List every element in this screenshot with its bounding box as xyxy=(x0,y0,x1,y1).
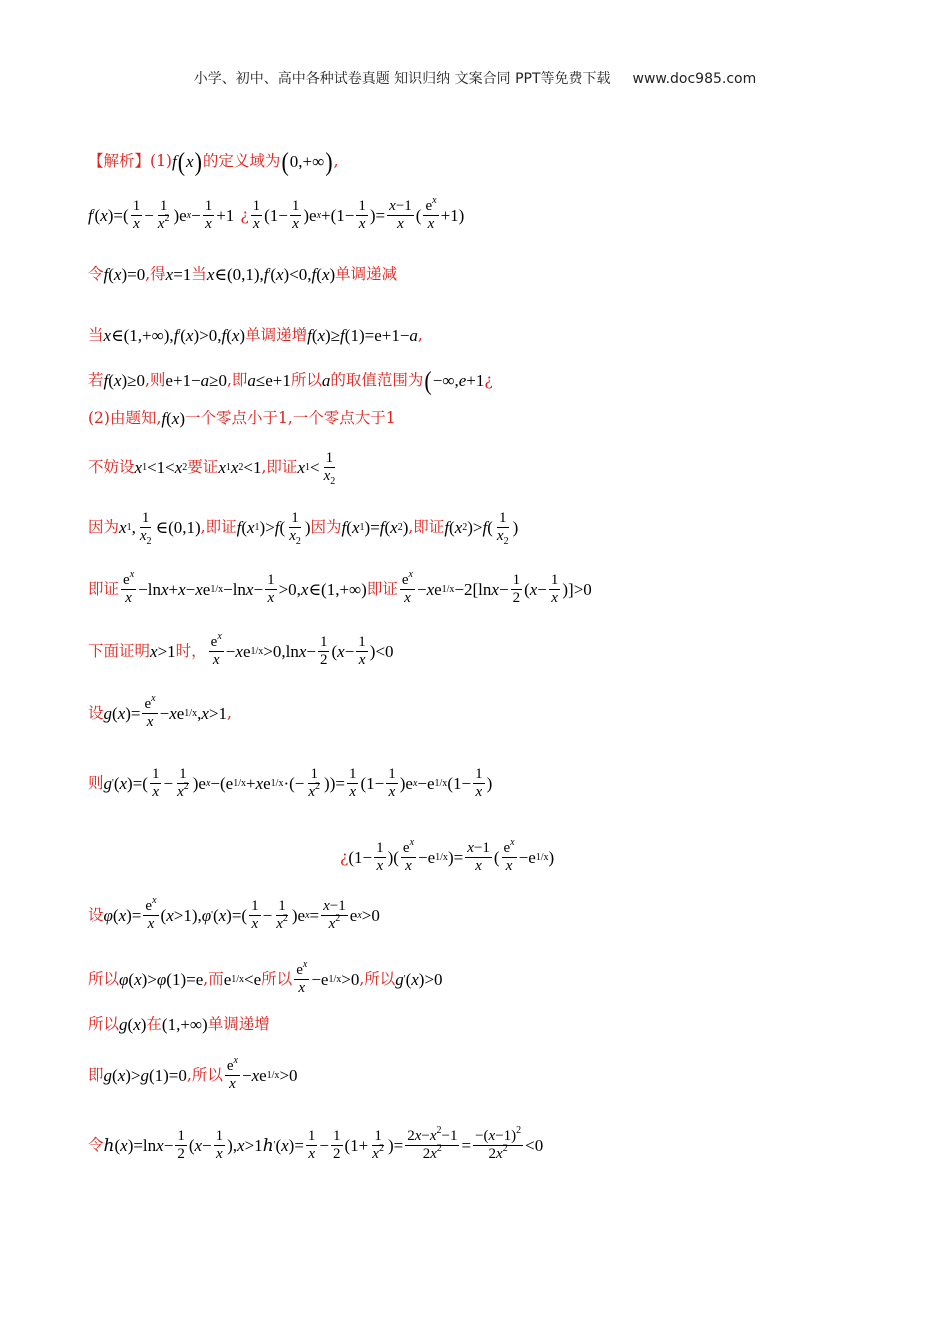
text-suoyi-3: 所以 xyxy=(261,970,293,988)
text-ji-2: 即 xyxy=(88,1066,104,1084)
text-jizheng-3: ,即证 xyxy=(408,518,445,536)
line-7: 不妨设 x 1 <1< x 2 要证 x 1 x 2 <1 ,即证 x 1 < $\frac{1}{x_2}$ xyxy=(88,450,336,488)
line-2: f ' ( x )=( $\frac{1}{x}$ − $\frac{1}{x^2}$ )e x − $\frac{1}{x}$ +1 ¿ $\frac{1}{x}$ (1− $\frac{1}{x}$ )e x +(1− $\frac{1}{x}$ )= $\frac{x-1}{x}$ ( $\frac{e^x}{x}$ +1) xyxy=(88,195,465,233)
text-zai: 在 xyxy=(146,1014,162,1033)
text-increasing: 单调递增 xyxy=(245,325,308,344)
line-11: 设 g ( x )= $\frac{e^x}{x}$ − x e 1/x , x >1 , xyxy=(88,693,232,731)
header-text: 小学、初中、高中各种试卷真题 知识归纳 文案合同 PPT等免费下载 xyxy=(193,71,611,87)
text-yaozheng: 要证 xyxy=(187,458,219,476)
line-12: 则 g ' ( x )=( $\frac{1}{x}$ − $\frac{1}{x^2}$ )e x −(e 1/x + x e 1/x ·(− $\frac{1}{x^2}$ ))= $\frac{1}{x}$ (1− $\frac{1}{x}$ )e x −e 1/x (1− $\frac{1}{x}$ ) xyxy=(88,766,493,801)
line-18: 令 ℎ ( x )=ln x − $\frac{1}{2}$ ( x − $\frac{1}{x}$ ), x >1 ℎ ' ( x )= $\frac{1}{x}$ − $\frac{1}{2}$ (1+ $\frac{1}{x^2}$ )= $\frac{2x-x^2-1}{2x^2}$ = $\frac{-(x-1)^2}{2x^2}$ <0 xyxy=(88,1125,544,1163)
line-8: 因为 x 1 , $\frac{1}{x_2}$ ∈(0,1) ,即证 f ( x 1 )> f ( $\frac{1}{x_2}$ ) 因为 f ( x 1 )= f ( x 2 ) ,即证 f ( x 2 )> f ( $\frac{1}{x_2}$ ) xyxy=(88,510,519,548)
header-site: www.doc985.com xyxy=(632,71,757,87)
text-xiamian: 下面证明 xyxy=(88,642,151,660)
text-jizheng: ,即证 xyxy=(261,458,298,476)
text-ze: ,则 xyxy=(144,371,166,390)
line-13: ¿ (1− $\frac{1}{x}$ )( $\frac{e^x}{x}$ −e 1/x )= $\frac{x-1}{x}$ ( $\frac{e^x}{x}$ −e 1/x ) xyxy=(340,837,555,875)
text-suoyi-4: ,所以 xyxy=(359,970,396,988)
text-range: 的取值范围为 xyxy=(330,371,424,390)
text-ling: 令 xyxy=(88,264,104,283)
text-yinwei-2: 因为 xyxy=(310,518,342,536)
text-de: ,得 xyxy=(145,264,166,283)
line-5: 若 f ( x )≥0 ,则 e+1− a ≥0 ,即 a ≤e+1 所以 a 的取值范围为 ( −∞, e +1 ¿ xyxy=(88,365,493,396)
label-jiexi: 【解析】 xyxy=(88,152,151,171)
page-header xyxy=(0,68,950,88)
part-1-label: (1) xyxy=(150,152,172,171)
text-suoyi: 所以 xyxy=(290,371,322,390)
text-jizheng-5: 即证 xyxy=(366,580,398,598)
text-er: ,而 xyxy=(203,970,224,988)
text-dang-2: 当 xyxy=(88,325,104,344)
text-suoyi-6: ,所以 xyxy=(186,1066,223,1084)
line-9: 即证 $\frac{e^x}{x}$ −ln x + x − x e 1/x −ln x − $\frac{1}{x}$ >0, x ∈(1,+∞) 即证 $\frac{e^x}{x}$ − x e 1/x −2[ln x − $\frac{1}{2}$ ( x − $\frac{1}{x}$ )]>0 xyxy=(88,569,592,607)
text-ling-2: 令 xyxy=(88,1136,104,1154)
part-2-label: (2)由题知, xyxy=(88,408,162,427)
text-suoyi-5: 所以 xyxy=(88,1014,120,1033)
text-suoyi-2: 所以 xyxy=(88,970,120,988)
line-16: 所以 g ( x ) 在 (1,+∞) 单调递增 xyxy=(88,1014,270,1034)
line-3: 令 f ( x )=0 ,得 x =1 当 x ∈(0,1), f ' ( x )<0, f ( x ) 单调递减 xyxy=(88,264,398,284)
line-6: (2)由题知, f ( x ) 一个零点小于1,一个零点大于1 xyxy=(88,408,396,428)
text-decreasing: 单调递减 xyxy=(335,264,398,283)
line-10: 下面证明 x >1 时， $\frac{e^x}{x}$ − x e 1/x >0,ln x − $\frac{1}{2}$ ( x − $\frac{1}{x}$ )<0 xyxy=(88,631,394,669)
text-bufang: 不妨设 xyxy=(88,458,135,476)
domain-text: 的定义域为 xyxy=(202,152,281,171)
line-14: 设 φ ( x )= $\frac{e^x}{x}$ ( x >1), φ ' ( x )=( $\frac{1}{x}$ − $\frac{1}{x^2}$ )e x = $\frac{x-1}{x^2}$ e x >0 xyxy=(88,895,380,933)
text-shi: 时， xyxy=(175,642,207,660)
text-dang: 当 xyxy=(191,264,207,283)
text-she-2: 设 xyxy=(88,906,104,924)
text-increasing-2: 单调递增 xyxy=(207,1014,270,1033)
text-jizheng-2: ,即证 xyxy=(200,518,237,536)
text-yinwei: 因为 xyxy=(88,518,120,536)
text-ze-2: 则 xyxy=(88,774,104,792)
line-15: 所以 φ ( x )> φ (1)=e ,而 e 1/x <e 所以 $\frac{e^x}{x}$ −e 1/x >0 ,所以 g ' ( x )>0 xyxy=(88,959,443,997)
text-she: 设 xyxy=(88,704,104,722)
line-1: 【解析】 (1) f ( x ) 的定义域为 ( 0 ,+∞ ) , xyxy=(88,146,339,177)
line-4: 当 x ∈(1,+∞), f ' ( x )>0, f ( x ) 单调递增 f ( x )≥ f (1)=e+1− a , xyxy=(88,325,423,345)
text-zeros: 一个零点小于1,一个零点大于1 xyxy=(185,408,396,427)
line-17: 即 g ( x )> g (1)=0 ,所以 $\frac{e^x}{x}$ − x e 1/x >0 xyxy=(88,1055,298,1093)
text-ji: ,即 xyxy=(226,371,248,390)
text-ruo: 若 xyxy=(88,371,104,390)
text-jizheng-4: 即证 xyxy=(88,580,120,598)
